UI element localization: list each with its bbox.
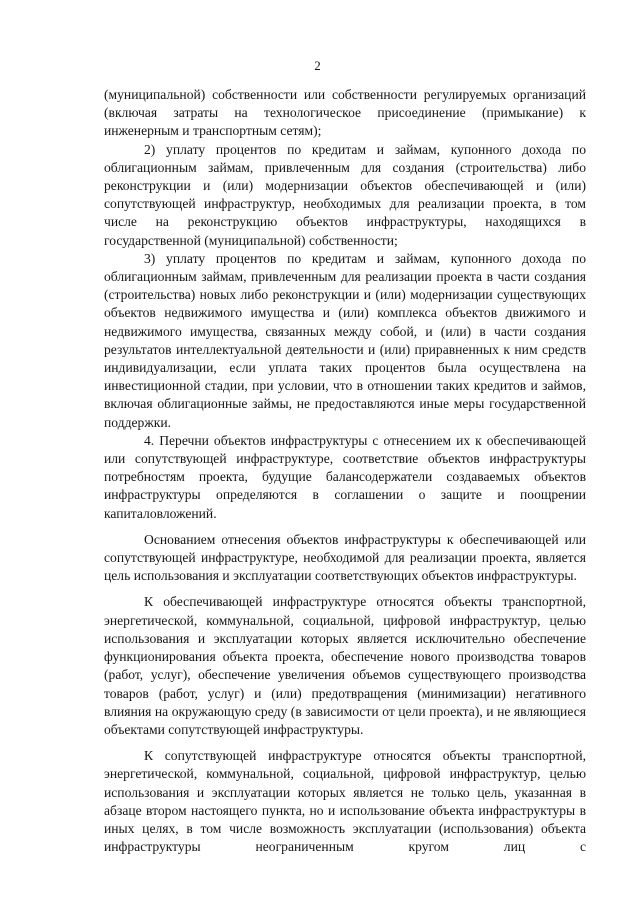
paragraph-gap: [104, 585, 586, 593]
paragraph-supporting-infrastructure: К обеспечивающей инфраструктуре относятся объекты транспортной, энергетической, коммунальной, социальной, цифровой инфраструктур, целью использования и эксплуатации которых является исключительно обеспечение функционирования объекта проекта, обеспечение нового производства товаров (работ, услуг), обеспечение увеличения объемов существующего производства товаров (работ, услуг) и (или) предотвращения (минимизации) негативного влияния на окружающую среду (в зависимости от цели проекта), и не являющиеся объектами сопутствующей инфраструктуры.: [104, 594, 586, 737]
document-body: [104, 86, 586, 856]
paragraph-accompanying-infrastructure: К сопутствующей инфраструктуре относятся объекты транспортной, энергетической, коммунальной, социальной, цифровой инфраструктур, целью использования и эксплуатации которых является не только цель, указанная в абзаце втором настоящего пункта, но и использование объекта инфраструктуры в иных целях, в том числе возможность эксплуатации (использования) объекта инфраструктуры неограниченным кругом лиц с: [104, 748, 586, 855]
paragraph-item-2: 2) уплату процентов по кредитам и займам, купонного дохода по облигационным займам, привлеченным для создания (строительства) либо реконструкции и (или) модернизации объектов обеспечивающей и (или) сопутствующей инфраструктур, необходимых для реализации проекта, в том числе на реконструкцию объектов инфраструктуры, находящихся в государственной (муниципальной) собственности;: [104, 141, 586, 248]
page-number: 2: [314, 58, 321, 73]
paragraph-item-3: 3) уплату процентов по кредитам и займам, купонного дохода по облигационным займам, привлеченным для реализации проекта в части создания (строительства) новых либо реконструкции и (или) модернизации существующих объектов недвижимого имущества и (или) комплекса объектов движимого и недвижимого имущества, связанных между собой, и (или) в части создания результатов интеллектуальной деятельности и (или) приравненных к ним средств индивидуализации, если уплата таких процентов была осуществлена на инвестиционной стадии, при условии, что в отношении таких кредитов и займов, включая облигационные займы, не предоставляются иные меры государственной поддержки.: [104, 250, 586, 430]
paragraph-gap: [104, 523, 586, 531]
paragraph-continuation: (муниципальной) собственности или собственности регулируемых организаций (включая затраты на технологическое присоединение (примыкание) к инженерным и транспортным сетям);: [104, 87, 586, 139]
paragraph-basis: Основанием отнесения объектов инфраструктуры к обеспечивающей или сопутствующей инфраструктуре, необходимой для реализации проекта, является цель использования и эксплуатации соответствующих объектов инфраструктуры.: [104, 531, 586, 584]
paragraph-gap: [104, 739, 586, 747]
paragraph-item-4: 4. Перечни объектов инфраструктуры с отнесением их к обеспечивающей или сопутствующей инфраструктуре, соответствие объектов инфраструктуры потребностям проекта, будущие балансодержатели создаваемых объектов инфраструктуры определяются в соглашении о защите и поощрении капиталовложений.: [104, 432, 586, 521]
